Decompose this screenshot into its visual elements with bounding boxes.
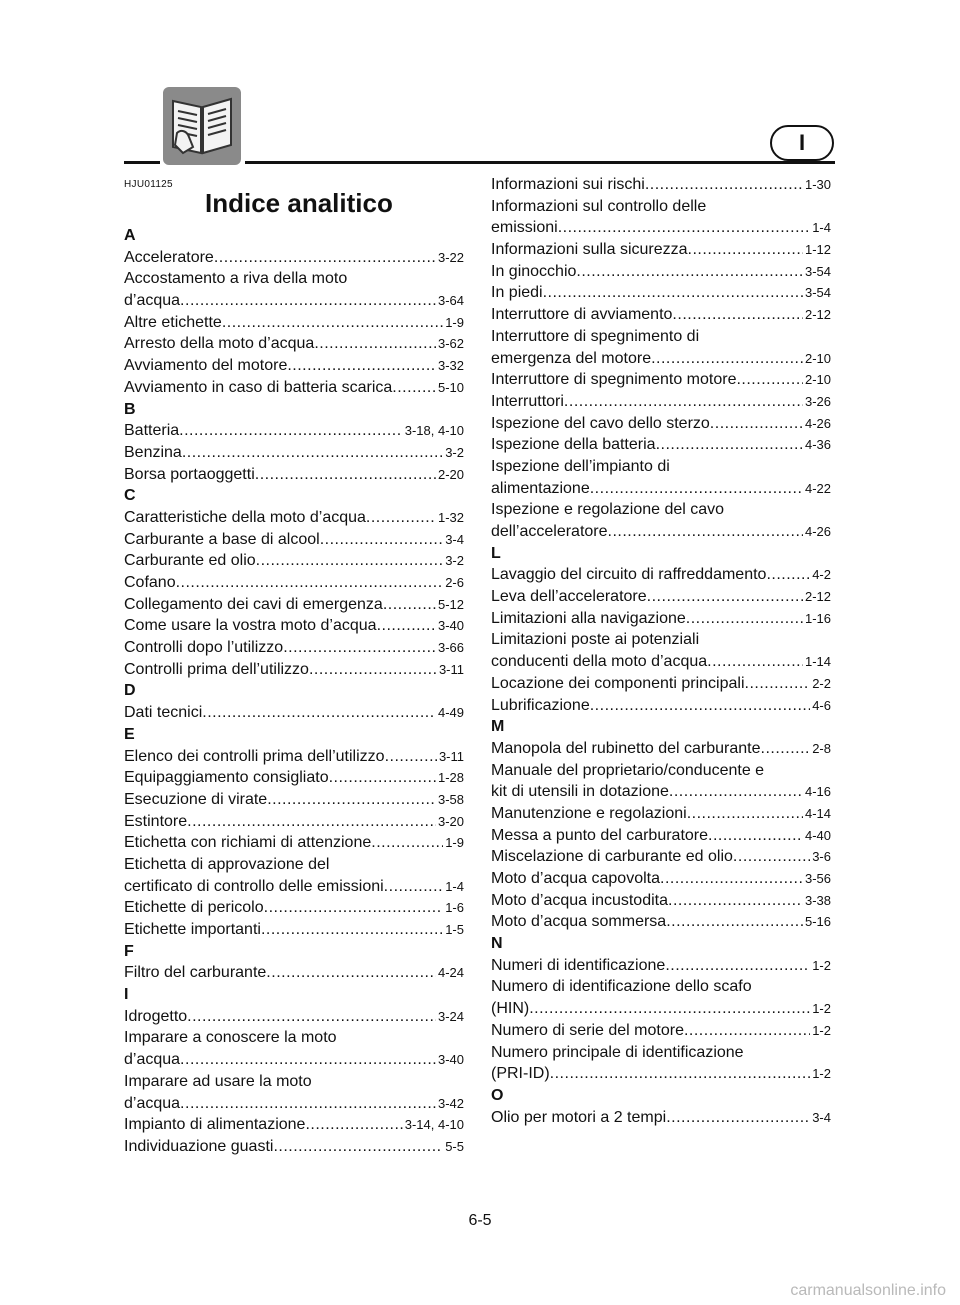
- dot-leader: [383, 594, 436, 616]
- index-entry-page: 4-16: [804, 784, 831, 800]
- dot-leader: [651, 348, 803, 370]
- dot-leader: [180, 1049, 436, 1071]
- index-entry: [491, 348, 831, 370]
- index-entry: [124, 1006, 464, 1028]
- index-entry-label: Moto d’acqua sommersa: [491, 913, 667, 931]
- index-entry-page: 3-11: [438, 748, 464, 764]
- index-entry-label: Lubrificazione: [491, 696, 590, 714]
- index-entry-page: 2-12: [804, 307, 831, 323]
- index-entry-page: 1-2: [812, 957, 831, 973]
- index-entry-line: Etichetta di approvazione del: [124, 855, 330, 873]
- index-entry: [124, 1049, 464, 1071]
- header-rule-right: [245, 161, 835, 164]
- index-entry: [124, 290, 464, 312]
- index-entry: [124, 615, 464, 637]
- index-entry: [124, 594, 464, 616]
- index-entry-page: 3-56: [804, 871, 831, 886]
- index-entry-label: Interruttore di spegnimento motore: [491, 371, 737, 389]
- dot-leader: [255, 464, 436, 486]
- dot-leader: [264, 897, 444, 919]
- dot-leader: [371, 832, 443, 854]
- index-entry-page: 1-2: [812, 1001, 831, 1017]
- index-entry-page: 1-4: [812, 220, 831, 236]
- index-entry: [124, 442, 464, 464]
- index-entry-page: 3-38: [804, 892, 831, 908]
- index-entry: [491, 911, 831, 933]
- dot-leader: [320, 529, 444, 551]
- index-entry-label: Caratteristiche della moto d’acqua: [124, 508, 366, 526]
- index-entry-label: d’acqua: [124, 1094, 181, 1112]
- dot-leader: [550, 1063, 811, 1085]
- index-entry-label: Estintore: [124, 812, 188, 830]
- index-entry: [491, 868, 831, 890]
- index-letter-heading: E: [124, 725, 135, 743]
- index-entry-label: Altre etichette: [124, 313, 222, 331]
- index-entry-label: Avviamento del motore: [124, 357, 288, 375]
- dot-leader: [392, 377, 436, 399]
- index-entry-page: 3-62: [437, 336, 464, 352]
- index-entry-label: Etichette importanti: [124, 921, 261, 938]
- index-entry: [491, 825, 831, 847]
- index-entry-page: 1-28: [437, 770, 464, 786]
- index-letter-heading: F: [124, 942, 134, 960]
- index-entry-page: 4-2: [812, 567, 831, 583]
- index-entry-label: Carburante ed olio: [124, 552, 256, 570]
- index-entry: [124, 529, 464, 551]
- dot-leader: [656, 434, 803, 456]
- index-entry: [124, 746, 464, 768]
- index-entry-page: 1-9: [445, 314, 464, 330]
- dot-leader: [214, 247, 436, 269]
- index-entry-label: Acceleratore: [124, 248, 214, 266]
- index-entry-page: 1-4: [445, 878, 464, 894]
- index-entry-label: Dati tecnici: [124, 704, 203, 722]
- dot-leader: [590, 478, 803, 500]
- index-entry: [491, 478, 831, 500]
- index-entry: [491, 586, 831, 608]
- dot-leader: [267, 789, 436, 811]
- dot-leader: [543, 282, 803, 304]
- index-entry-page: 2-12: [804, 589, 831, 605]
- dot-leader: [385, 746, 437, 768]
- index-entry: [491, 434, 831, 456]
- index-entry: [124, 377, 464, 399]
- index-entry-page: 1-2: [812, 1022, 831, 1038]
- dot-leader: [736, 369, 803, 391]
- index-entry: [491, 890, 831, 912]
- index-entry-label: Olio per motori a 2 tempi: [491, 1108, 667, 1126]
- index-entry-page: 4-36: [804, 437, 831, 453]
- dot-leader: [708, 825, 803, 847]
- index-entry: [491, 217, 831, 239]
- index-entry-page: 2-2: [812, 675, 831, 691]
- index-entry-label: Messa a punto del carburatore: [491, 826, 709, 844]
- index-entry-label: Moto d’acqua capovolta: [491, 870, 660, 887]
- index-entry-page: 3-6: [812, 849, 831, 865]
- index-entry: [124, 1136, 464, 1158]
- index-entry-page: 3-40: [437, 618, 464, 634]
- index-entry-page: 3-54: [804, 285, 831, 301]
- index-entry: [491, 695, 831, 717]
- index-entry-label: Avviamento in caso di batteria scarica: [124, 378, 393, 396]
- dot-leader: [647, 586, 803, 608]
- dot-leader: [645, 174, 803, 196]
- index-letter-heading: A: [124, 227, 136, 244]
- index-entry-label: In piedi: [491, 284, 543, 302]
- index-entry-label: In ginocchio: [491, 262, 577, 280]
- index-entry-label: Esecuzione di virate: [124, 790, 268, 808]
- dot-leader: [305, 1114, 402, 1136]
- index-entry: [124, 919, 464, 941]
- index-entry-label: Numeri di identificazione: [491, 956, 666, 974]
- index-entry: [491, 608, 831, 630]
- index-letter-heading: M: [491, 718, 505, 736]
- index-entry-label: emergenza del motore: [491, 349, 652, 367]
- index-letter-heading: D: [124, 682, 136, 700]
- index-letter-heading: O: [491, 1086, 504, 1104]
- index-entry-line: Limitazioni poste ai potenziali: [491, 631, 700, 649]
- index-entry: [124, 897, 464, 919]
- dot-leader: [686, 608, 803, 630]
- dot-leader: [576, 261, 803, 283]
- index-letter-heading: C: [124, 487, 136, 505]
- dot-leader: [707, 651, 803, 673]
- index-entry: [124, 355, 464, 377]
- index-entry-label: Etichetta con richiami di attenzione: [124, 834, 372, 852]
- index-entry-label: Benzina: [124, 443, 182, 461]
- index-entry-label: Interruttore di avviamento: [491, 306, 673, 324]
- index-entry-label: Informazioni sui rischi: [491, 176, 645, 193]
- index-entry: [491, 261, 831, 283]
- index-entry-page: 3-18, 4-10: [404, 423, 464, 439]
- index-entry: [491, 803, 831, 825]
- index-entry-label: Idrogetto: [124, 1007, 188, 1025]
- index-entry-page: 1-9: [445, 835, 464, 851]
- index-entry: [491, 564, 831, 586]
- index-entry-page: 3-14, 4-10: [404, 1117, 464, 1133]
- index-entry-label: Collegamento dei cavi di emergenza: [124, 595, 383, 613]
- index-entry: [491, 673, 831, 695]
- index-entry-label: alimentazione: [491, 479, 590, 497]
- dot-leader: [564, 391, 803, 413]
- index-entry-page: 3-11: [438, 661, 464, 677]
- index-entry-page: 4-40: [804, 827, 831, 843]
- index-entry: [491, 391, 831, 413]
- index-entry: [124, 550, 464, 572]
- index-entry-page: 2-8: [812, 740, 831, 756]
- dot-leader: [283, 637, 436, 659]
- index-entry: [491, 651, 831, 673]
- index-entry-page: 5-10: [437, 379, 464, 395]
- index-entry-line: Interruttore di spegnimento di: [491, 327, 700, 345]
- page-number: 6-5: [468, 1212, 492, 1229]
- index-entry: [124, 789, 464, 811]
- index-entry: [124, 333, 464, 355]
- index-entry: [491, 304, 831, 326]
- index-entry-label: Manopola del rubinetto del carburante: [491, 739, 761, 757]
- index-entry: [491, 413, 831, 435]
- index-entry-page: 1-32: [437, 509, 464, 525]
- index-entry-page: 4-24: [437, 965, 464, 981]
- index-entry-page: 3-24: [437, 1008, 464, 1024]
- index-entry-line: Imparare a conoscere la moto: [124, 1029, 337, 1047]
- index-entry: [124, 811, 464, 833]
- index-entry: [491, 738, 831, 760]
- index-entry-line: Informazioni sul controllo delle: [491, 197, 707, 215]
- index-entry-label: Borsa portaoggetti: [124, 465, 255, 483]
- dot-leader: [733, 846, 810, 868]
- dot-leader: [180, 1093, 436, 1115]
- index-entry-label: Locazione dei componenti principali: [491, 674, 745, 692]
- index-entry-label: Ispezione della batteria: [491, 436, 656, 454]
- index-entry-label: Controlli prima dell’utilizzo: [124, 660, 309, 678]
- dot-leader: [222, 312, 443, 334]
- dot-leader: [256, 550, 444, 572]
- index-entry-label: Limitazioni alla navigazione: [491, 609, 686, 627]
- dot-leader: [176, 572, 444, 594]
- index-entry-page: 3-4: [445, 531, 464, 547]
- dot-leader: [179, 420, 403, 442]
- dot-leader: [329, 767, 436, 789]
- dot-leader: [558, 217, 811, 239]
- index-entry-label: Arresto della moto d’acqua: [124, 335, 315, 353]
- index-entry-page: 1-6: [445, 900, 464, 916]
- dot-leader: [745, 673, 811, 695]
- index-entry-label: Impianto di alimentazione: [124, 1116, 306, 1134]
- index-entry-page: 3-4: [812, 1109, 831, 1125]
- index-entry: [491, 369, 831, 391]
- dot-leader: [187, 811, 436, 833]
- document-code: HJU01125: [124, 179, 173, 190]
- index-entry-page: 1-30: [804, 177, 831, 192]
- dot-leader: [182, 442, 443, 464]
- index-entry-label: Informazioni sulla sicurezza: [491, 241, 688, 259]
- index-entry: [124, 962, 464, 984]
- index-entry-page: 3-64: [437, 293, 464, 309]
- index-entry-page: 1-12: [804, 242, 831, 258]
- index-entry: [491, 1107, 831, 1129]
- index-letter-heading: B: [124, 400, 136, 418]
- index-entry-page: 3-32: [437, 358, 464, 374]
- index-column-left: [124, 225, 464, 1158]
- index-entry-page: 4-49: [437, 705, 464, 721]
- index-letter-heading: N: [491, 935, 503, 953]
- dot-leader: [668, 890, 803, 912]
- index-entry-label: certificato di controllo delle emissioni: [124, 877, 384, 895]
- index-entry-line: Numero di identificazione dello scafo: [491, 978, 752, 996]
- index-entry: [491, 955, 831, 977]
- dot-leader: [202, 702, 436, 724]
- index-entry-page: 2-10: [804, 350, 831, 366]
- index-entry-page: 3-42: [437, 1095, 464, 1111]
- index-entry-label: Equipaggiamento consigliato: [124, 769, 329, 787]
- dot-leader: [287, 355, 436, 377]
- index-entry-label: Etichette di pericolo: [124, 899, 264, 917]
- index-entry-page: 3-54: [804, 263, 831, 279]
- index-entry-label: Controlli dopo l’utilizzo: [124, 639, 284, 657]
- dot-leader: [180, 290, 436, 312]
- index-entry: [124, 464, 464, 486]
- index-entry-page: 3-22: [437, 249, 464, 265]
- index-entry: [491, 998, 831, 1020]
- index-entry-label: Come usare la vostra moto d’acqua: [124, 617, 377, 635]
- index-entry-label: Elenco dei controlli prima dell’utilizzo: [124, 747, 385, 765]
- index-entry-page: 5-16: [804, 914, 831, 930]
- index-entry-label: Ispezione del cavo dello sterzo: [491, 414, 710, 432]
- index-entry: [124, 312, 464, 334]
- index-entry-page: 1-16: [804, 610, 831, 626]
- index-entry-line: Manuale del proprietario/conducente e: [491, 761, 765, 779]
- index-entry: [491, 521, 831, 543]
- index-entry-page: 3-40: [437, 1052, 464, 1068]
- index-entry: [124, 247, 464, 269]
- dot-leader: [266, 962, 436, 984]
- index-entry-page: 3-66: [437, 640, 464, 656]
- dot-leader: [273, 1136, 443, 1158]
- index-entry-label: Interruttori: [491, 392, 564, 410]
- header-rule-left: [124, 161, 160, 164]
- index-entry: [124, 1093, 464, 1115]
- index-entry: [491, 282, 831, 304]
- index-entry-label: Moto d’acqua incustodita: [491, 891, 668, 909]
- index-entry-label: Manutenzione e regolazioni: [491, 804, 687, 822]
- dot-leader: [688, 239, 803, 261]
- dot-leader: [684, 1020, 810, 1042]
- index-entry-label: dell’acceleratore: [491, 523, 608, 540]
- index-entry: [491, 781, 831, 803]
- index-entry-page: 2-20: [437, 466, 464, 482]
- dot-leader: [672, 304, 803, 326]
- index-entry: [124, 876, 464, 898]
- index-letter-heading: L: [491, 544, 501, 562]
- dot-leader: [665, 955, 810, 977]
- index-entry: [491, 1020, 831, 1042]
- index-entry-page: 4-14: [804, 805, 831, 821]
- index-entry-page: 3-58: [437, 791, 464, 807]
- index-entry: [124, 637, 464, 659]
- dot-leader: [590, 695, 810, 717]
- index-entry: [124, 832, 464, 854]
- index-entry-page: 4-6: [812, 697, 831, 713]
- index-entry-line: Ispezione e regolazione del cavo: [491, 501, 725, 519]
- dot-leader: [261, 919, 443, 941]
- index-entry: [491, 846, 831, 868]
- dot-leader: [309, 659, 437, 681]
- dot-leader: [366, 507, 436, 529]
- index-entry-label: emissioni: [491, 219, 558, 237]
- index-entry: [491, 1063, 831, 1085]
- index-entry-page: 1-14: [804, 654, 831, 670]
- index-entry-label: d’acqua: [124, 292, 181, 310]
- index-entry: [124, 659, 464, 681]
- index-entry-page: 5-5: [445, 1138, 464, 1154]
- index-entry: [124, 572, 464, 594]
- dot-leader: [314, 333, 436, 355]
- index-entry-label: Individuazione guasti: [124, 1137, 274, 1155]
- dot-leader: [660, 868, 803, 890]
- index-entry: [491, 239, 831, 261]
- watermark: carmanualsonline.info: [790, 1282, 946, 1299]
- dot-leader: [608, 521, 803, 543]
- index-entry-page: 3-20: [437, 813, 464, 829]
- index-column-right: [491, 174, 831, 1128]
- index-entry-line: Ispezione dell’impianto di: [491, 457, 670, 475]
- index-entry-page: 4-26: [804, 524, 831, 539]
- index-entry-page: 3-26: [804, 393, 831, 409]
- dot-leader: [666, 911, 803, 933]
- index-entry-label: Numero di serie del motore: [491, 1021, 684, 1039]
- index-entry-page: 3-2: [445, 444, 464, 460]
- index-entry-line: Accostamento a riva della moto: [124, 270, 348, 288]
- dot-leader: [669, 781, 803, 803]
- index-entry-label: Leva dell’acceleratore: [491, 588, 647, 606]
- dot-leader: [384, 876, 444, 898]
- index-entry: [124, 702, 464, 724]
- index-entry-page: 2-6: [445, 575, 464, 590]
- index-letter-heading: I: [124, 986, 129, 1004]
- index-entry-label: Filtro del carburante: [124, 964, 267, 982]
- index-entry-page: 4-26: [804, 415, 831, 431]
- index-entry: [124, 1114, 464, 1136]
- index-entry-label: conducenti della moto d’acqua: [491, 653, 708, 671]
- index-entry-label: Carburante a base di alcool: [124, 530, 320, 548]
- owner-manual-book-icon: [163, 87, 241, 165]
- index-entry-label: Miscelazione di carburante ed olio: [491, 848, 733, 866]
- index-entry-page: 3-2: [445, 553, 464, 569]
- index-entry-label: (HIN): [491, 1000, 530, 1018]
- dot-leader: [761, 738, 811, 760]
- index-entry-page: 2-10: [804, 372, 831, 388]
- dot-leader: [187, 1006, 436, 1028]
- index-entry-page: 1-2: [812, 1066, 831, 1082]
- dot-leader: [710, 413, 803, 435]
- index-entry-label: kit di utensili in dotazione: [491, 783, 669, 801]
- index-entry: [124, 507, 464, 529]
- index-entry-page: 1-5: [445, 922, 464, 937]
- index-entry-page: 5-12: [437, 596, 464, 612]
- dot-leader: [529, 998, 810, 1020]
- dot-leader: [377, 615, 436, 637]
- index-entry: [124, 767, 464, 789]
- index-entry-label: Lavaggio del circuito di raffreddamento: [491, 566, 767, 584]
- dot-leader: [687, 803, 803, 825]
- page-title: Indice analitico: [205, 188, 393, 218]
- language-badge: I: [770, 125, 834, 161]
- index-entry-line: Imparare ad usare la moto: [124, 1072, 312, 1090]
- index-entry-label: Batteria: [124, 422, 180, 440]
- index-entry-line: Numero principale di identificazione: [491, 1043, 744, 1061]
- index-entry: [124, 420, 464, 442]
- index-entry-label: Cofano: [124, 574, 176, 591]
- index-entry-page: 4-22: [804, 480, 831, 496]
- index-entry: [491, 174, 831, 196]
- index-entry-label: (PRI-ID): [491, 1065, 550, 1083]
- dot-leader: [666, 1107, 810, 1129]
- index-entry-label: d’acqua: [124, 1051, 181, 1069]
- dot-leader: [766, 564, 810, 586]
